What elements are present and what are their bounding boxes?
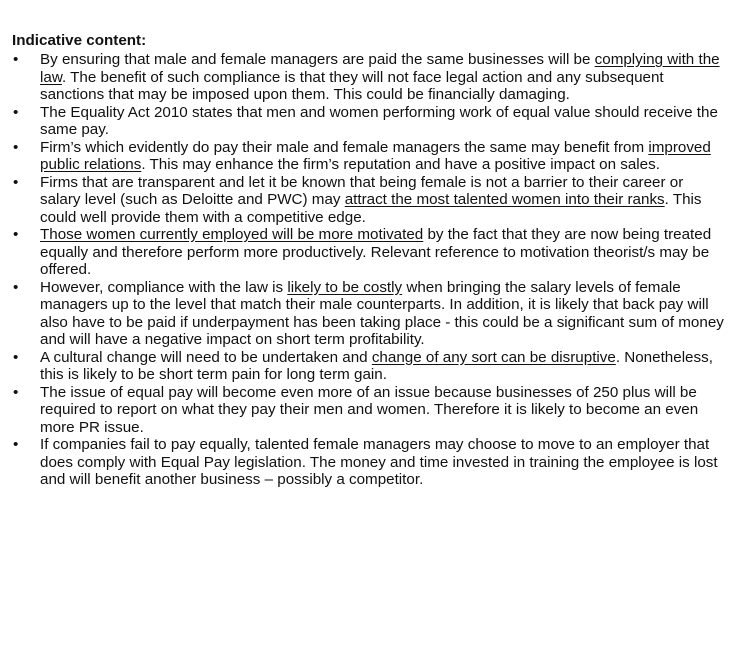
bullet-icon: • xyxy=(13,103,19,121)
item-text: The Equality Act 2010 states that men and women performing work of equal value should receive the same pay. xyxy=(40,103,718,138)
item-text-continued: . Nonetheless, this is likely to be short term pain for long term gain. xyxy=(40,348,713,383)
bullet-icon: • xyxy=(13,383,19,401)
item-text-continued: . This could well provide them with a competitive edge. xyxy=(40,191,702,226)
item-text-continued: . The benefit of such compliance is that they will not face legal action and any subsequent sanctions that may be imposed upon them. This could be financially damaging. xyxy=(40,68,664,103)
bullet-icon: • xyxy=(13,226,19,243)
list-item xyxy=(12,279,725,349)
bullet-icon: • xyxy=(13,348,19,366)
item-underlined-text: likely to be costly xyxy=(287,278,403,296)
item-text-continued: by the fact that they are now being treated equally and therefore perform more productively. Relevant reference to motivation theorist/s may be offered. xyxy=(40,226,712,278)
bullet-list xyxy=(12,51,725,489)
item-text: Firms that are transparent and let it be known that being female is not a barrier to their career or salary level (such as Deloitte and PWC) may xyxy=(40,173,684,208)
item-text: A cultural change will need to be undertaken and xyxy=(40,348,372,366)
item-underlined-text: complying with the law xyxy=(40,51,720,86)
list-item xyxy=(12,104,725,139)
list-item xyxy=(12,226,725,279)
item-underlined-text: change of any sort can be disruptive xyxy=(371,348,616,366)
item-text: By ensuring that male and female managers are paid the same businesses will be xyxy=(40,51,595,68)
bullet-icon: • xyxy=(13,173,19,191)
section-heading: Indicative content: xyxy=(12,32,147,49)
bullet-icon: • xyxy=(13,278,19,296)
item-text: However, compliance with the law is xyxy=(40,278,288,296)
list-item xyxy=(12,139,725,174)
list-item xyxy=(12,51,725,104)
list-item xyxy=(12,174,725,227)
item-text-continued: when bringing the salary levels of female managers up to the level that match their male counterparts. In addition, it is likely that back pay will also have to be paid if underpayment has been taking place - this could be a significant sum of money and will have a negative impact on short term profitability. xyxy=(40,278,724,348)
item-text: Firm’s which evidently do pay their male and female managers the same may benefit from xyxy=(40,138,649,156)
item-text-continued: . This may enhance the firm’s reputation and have a positive impact on sales. xyxy=(141,156,660,173)
list-item xyxy=(12,349,725,384)
list-item xyxy=(12,384,725,437)
item-underlined-text: attract the most talented women into their ranks xyxy=(344,191,665,208)
item-text: If companies fail to pay equally, talented female managers may choose to move to an employer that does comply with Equal Pay legislation. The money and time invested in training the employee is lost and will benefit another business – possibly a competitor. xyxy=(40,436,718,488)
bullet-icon: • xyxy=(13,436,19,453)
bullet-icon: • xyxy=(13,51,19,68)
item-text: The issue of equal pay will become even more of an issue because businesses of 250 plus will be required to report on what they pay their men and women. Therefore it is likely to become an even more PR issue. xyxy=(40,383,699,436)
item-underlined-text: improved public relations xyxy=(40,138,711,173)
bullet-icon: • xyxy=(13,138,19,156)
item-underlined-text: Those women currently employed will be more motivated xyxy=(40,226,424,243)
list-item xyxy=(12,436,725,489)
